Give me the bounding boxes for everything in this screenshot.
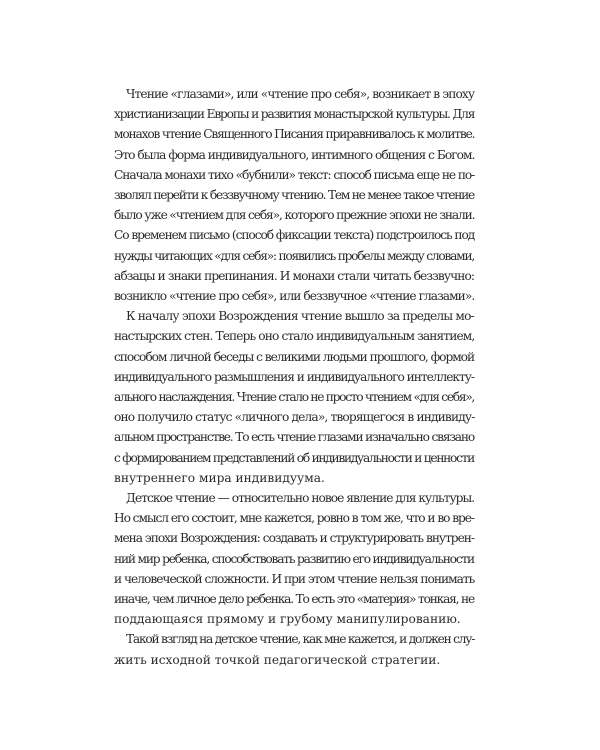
text-line: Это была форма индивидуального, интимного общения с Богом.	[114, 147, 475, 162]
text-line: К началу эпохи Возрождения чтение вышло за пределы мо-	[126, 309, 474, 324]
text-line: ального наслаждения. Чтение стало не просто чтением «для себя»,	[114, 390, 474, 405]
paragraph-1	[114, 84, 474, 306]
text-line: внутреннего мира индивидуума.	[114, 470, 325, 485]
text-line: индивидуального размышления и индивидуального интеллекту-	[114, 369, 474, 384]
text-line: было уже «чтением для себя», которого прежние эпохи не знали.	[114, 208, 475, 223]
text-line: с формированием представлений об индивидуальности и ценности	[114, 450, 474, 465]
text-line: зволял перейти к беззвучному чтению. Тем не менее такое чтение	[114, 188, 474, 203]
text-line: Такой взгляд на детское чтение, как мне кажется, и должен слу-	[126, 632, 475, 647]
text-line: поддающаяся прямому и грубому манипулированию.	[114, 612, 461, 627]
text-line: монахов чтение Священного Писания приравнивалось к молитве.	[114, 127, 475, 142]
text-line: Чтение «глазами», или «чтение про себя», возникает в эпоху	[126, 87, 475, 101]
body-text	[114, 84, 474, 670]
text-line: альном пространстве. То есть чтение глазами изначально связано	[114, 430, 474, 445]
text-line: ний мир ребенка, способствовать развитию его индивидуальности	[114, 551, 474, 566]
text-line: способом личной беседы с великими людьми прошлого, формой	[114, 349, 475, 364]
text-line: и человеческой сложности. И при этом чтение нельзя понимать	[114, 571, 475, 586]
text-line: настырских стен. Теперь оно стало индивидуальным занятием,	[114, 329, 475, 344]
text-line: Но смысл его состоит, мне кажется, ровно в том же, что и во вре-	[114, 511, 474, 526]
text-line: Со временем письмо (способ фиксации текста) подстроилось под	[114, 228, 475, 243]
text-line: иначе, чем личное дело ребенка. То есть это «материя» тонкая, не	[114, 592, 474, 607]
text-line: возникло «чтение про себя», или беззвучное «чтение глазами».	[114, 289, 475, 304]
paragraph-3	[114, 488, 474, 629]
text-line: христианизации Европы и развития монастырской культуры. Для	[114, 107, 475, 122]
paragraph-2	[114, 306, 474, 488]
text-line: жить исходной точкой педагогической стратегии.	[114, 652, 441, 667]
text-line: мена эпохи Возрождения: создавать и структурировать внутрен-	[114, 531, 474, 546]
text-line: оно получило статус «личного дела», творящегося в индивиду-	[114, 410, 475, 425]
text-line: абзацы и знаки препинания. И монахи стали читать беззвучно:	[114, 268, 475, 283]
text-line: Сначала монахи тихо «бубнили» текст: способ письма еще не по-	[114, 167, 475, 182]
text-line: нужды читающих «для себя»: появились пробелы между словами,	[114, 248, 474, 263]
text-line: Детское чтение — относительно новое явление для культуры.	[126, 491, 475, 506]
paragraph-4	[114, 629, 474, 669]
